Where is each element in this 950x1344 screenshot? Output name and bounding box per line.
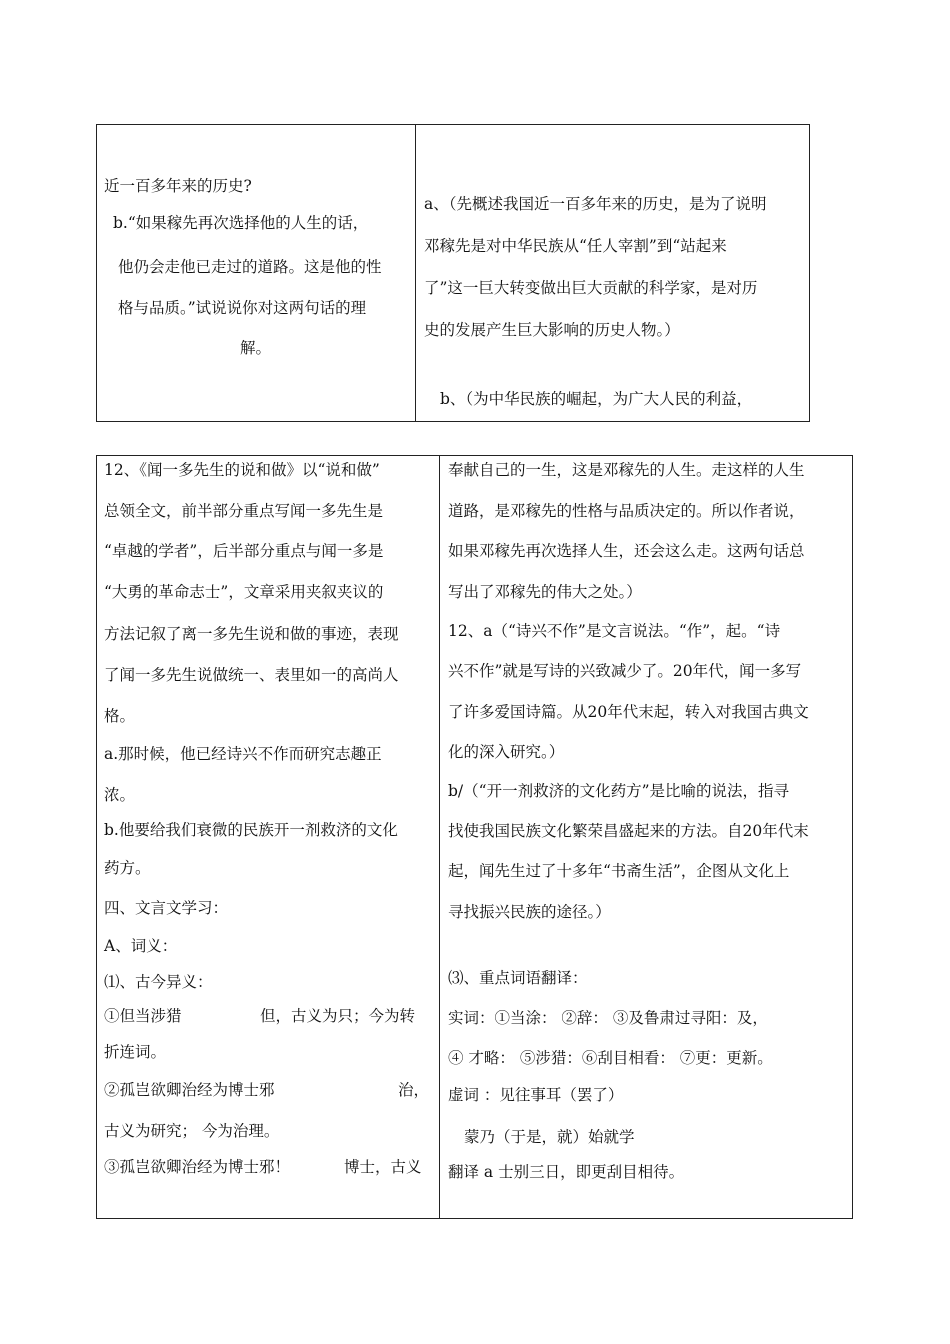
text-line: 他仍会走他已走过的道路。这是他的性 [118,258,382,276]
text-line: 四、文言文学习： [104,899,229,917]
text-line: 如果邓稼先再次选择人生，还会这么走。这两句话总 [448,542,805,560]
text-line: “卓越的学者”，后半部分重点与闻一多是 [104,542,384,560]
text-line: 12、a（“诗兴不作”是文言说法。“作”，起。“诗 [448,622,781,640]
table-2-left-cell [96,455,438,1219]
text-line: 解。 [240,339,272,357]
text-line: 总领全文，前半部分重点写闻一多先生是 [104,502,384,520]
text-line: 12、《闻一多先生的说和做》以“说和做” [104,461,380,479]
text-line: a、（先概述我国近一百多年来的历史，是为了说明 [424,195,767,213]
text-line: 近一百多年来的历史? [104,177,252,195]
text-line: 实词：①当涂： ②辞： ③及鲁肃过寻阳：及， [448,1009,768,1027]
text-line: 古义为研究； 今为治理。 [104,1122,280,1140]
text-line: 奉献自己的一生，这是邓稼先的人生。走这样的人生 [448,461,805,479]
text-line: 蒙乃（于是，就）始就学 [464,1128,635,1146]
text-line: b/（“开一剂救济的文化药方”是比喻的说法，指寻 [448,782,789,800]
text-line: 史的发展产生巨大影响的历史人物。） [424,321,680,339]
text-line: 了许多爱国诗篇。从20年代末起，转入对我国古典文 [448,703,809,721]
text-line: b.他要给我们衰微的民族开一剂救济的文化 [104,821,398,839]
text-line: a.那时候，他已经诗兴不作而研究志趣正 [104,745,382,763]
text-line: 浓。 [104,786,136,804]
text-line: 格与品质。”试说说你对这两句话的理 [118,299,367,317]
text-line: ①但当涉猎 [104,1007,182,1025]
text-line: 了”这一巨大转变做出巨大贡献的科学家，是对历 [424,279,758,297]
text-line: 翻译 a 士别三日，即更刮目相待。 [448,1163,685,1181]
text-line: 药方。 [104,859,151,877]
text-line: 但，古义为只；今为转 [260,1007,416,1025]
text-line: 折连词。 [104,1043,167,1061]
text-line: 博士，古义 [344,1158,422,1176]
text-line: 格。 [104,707,136,725]
text-line: 了闻一多先生说做统一、表里如一的高尚人 [104,666,399,684]
text-line: ⑶、重点词语翻译： [448,969,588,987]
text-line: A、词义： [104,937,178,955]
text-line: 写出了邓稼先的伟大之处。） [448,583,642,601]
text-line: b、（为中华民族的崛起，为广大人民的利益， [440,390,753,408]
text-line: 治， [398,1081,430,1099]
text-line: 化的深入研究。） [448,743,565,761]
text-line: b.“如果稼先再次选择他的人生的话， [113,214,369,232]
text-line: 找使我国民族文化繁荣昌盛起来的方法。自20年代末 [448,822,809,840]
text-line: ④ 才略： ⑤涉猎：⑥刮目相看： ⑦更：更新。 [448,1049,773,1067]
text-line: “大勇的革命志士”，文章采用夹叙夹议的 [104,583,384,601]
text-line: ⑴、古今异义： [104,973,213,991]
text-line: ③孤岂欲卿治经为博士邪！ [104,1158,291,1176]
text-line: 邓稼先是对中华民族从“任人宰割”到“站起来 [424,237,727,255]
table-1-left-cell [96,124,414,422]
text-line: 兴不作”就是写诗的兴致减少了。20年代，闻一多写 [448,662,802,680]
table-1-right-cell [414,124,810,422]
table-2-right-cell [438,455,853,1219]
text-line: 寻找振兴民族的途径。） [448,903,611,921]
text-line: ②孤岂欲卿治经为博士邪 [104,1081,275,1099]
text-line: 道路，是邓稼先的性格与品质决定的。所以作者说， [448,502,805,520]
text-line: 起，闻先生过了十多年“书斋生活”，企图从文化上 [448,862,790,880]
text-line: 虚词 ：见往事耳（罢了） [448,1086,624,1104]
text-line: 方法记叙了离一多先生说和做的事迹，表现 [104,625,399,643]
